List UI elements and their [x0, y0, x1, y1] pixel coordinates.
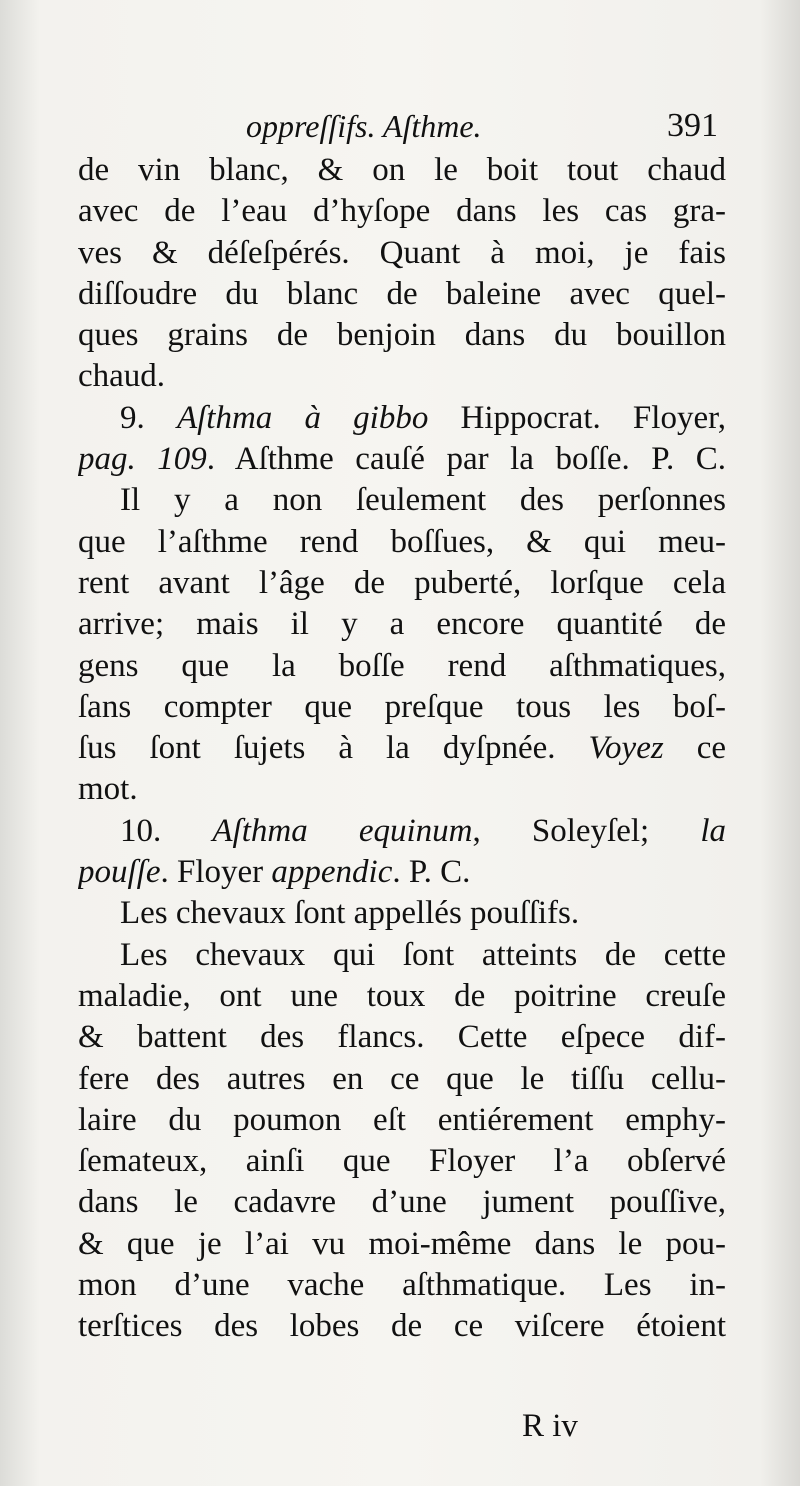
text-line — [78, 398, 726, 439]
text-line: que l’aſthme rend boſſues, & qui meu- — [78, 523, 726, 560]
text-span: ſus ſont ſujets à la dyſpnée. — [78, 730, 589, 767]
text-line: mot. — [78, 771, 138, 808]
text-line: & que je l’ai vu moi-même dans le pou- — [78, 1225, 726, 1262]
text-line: diſſoudre du blanc de baleine avec quel- — [78, 275, 726, 312]
text-line: Les chevaux qui ſont atteints de cette — [120, 936, 726, 973]
text-line: ves & déſeſpérés. Quant à moi, je fais — [78, 234, 726, 271]
text-line — [78, 439, 726, 480]
italic-span: Aſthma equinum — [212, 812, 473, 849]
text-line: dans le cadavre d’une jument pouſſive, — [78, 1184, 726, 1221]
text-span: 9. — [120, 399, 177, 436]
running-head: oppreſſifs. Aſthme. — [246, 108, 482, 144]
text-line — [78, 811, 726, 852]
italic-span: Aſthma à gibbo — [176, 399, 429, 436]
text-line: mon d’une vache aſthmatique. Les in- — [78, 1267, 726, 1304]
page-number: 391 — [667, 107, 718, 144]
italic-span: pag. 109 — [78, 441, 207, 478]
text-line: chaud. — [78, 358, 166, 395]
text-line: de vin blanc, & on le boit tout chaud — [78, 152, 726, 188]
text-line: & battent des flancs. Cette eſpece dif- — [78, 1019, 726, 1056]
text-line — [78, 852, 726, 893]
italic-span: Voyez — [588, 730, 664, 767]
text-span: Hippocrat. Floyer, — [428, 399, 726, 436]
text-line: fere des autres en ce que le tiſſu cellu- — [78, 1060, 726, 1097]
text-line: laire du poumon eſt entiérement emphy- — [78, 1101, 726, 1138]
text-line: maladie, ont une toux de poitrine creuſe — [78, 977, 726, 1014]
body-text — [78, 150, 726, 1348]
text-span: , Soleyſel; — [472, 812, 701, 849]
signature-mark: R iv — [522, 1408, 578, 1444]
text-line: arrive; mais il y a encore quantité de — [78, 606, 726, 643]
italic-span: la — [700, 812, 726, 849]
italic-span: pouſſe — [78, 854, 161, 891]
text-line: avec de l’eau d’hyſope dans les cas gra- — [78, 193, 726, 230]
text-span: ce — [663, 730, 726, 767]
text-line: Les chevaux ſont appellés pouſſifs. — [120, 895, 580, 932]
text-line: gens que la boſſe rend aſthmatiques, — [78, 647, 726, 684]
text-line: Il y a non ſeulement des perſonnes — [120, 482, 726, 519]
text-line — [78, 728, 726, 769]
text-line: terſtices des lobes de ce viſcere étoient — [78, 1308, 726, 1345]
text-line: ſemateux, ainſi que Floyer l’a obſervé — [78, 1143, 726, 1180]
text-span: . P. C. — [392, 854, 471, 891]
text-span: . Floyer — [160, 854, 272, 891]
page-header — [78, 103, 718, 149]
text-line: ques grains de benjoin dans du bouillon — [78, 317, 726, 354]
text-line: rent avant l’âge de puberté, lorſque cela — [78, 564, 726, 601]
text-line: ſans compter que preſque tous les boſ- — [78, 688, 726, 725]
italic-span: appendic — [271, 854, 393, 891]
text-span: . Aſthme cauſé par la boſſe. P. C. — [206, 441, 726, 478]
text-span: 10. — [120, 812, 213, 849]
